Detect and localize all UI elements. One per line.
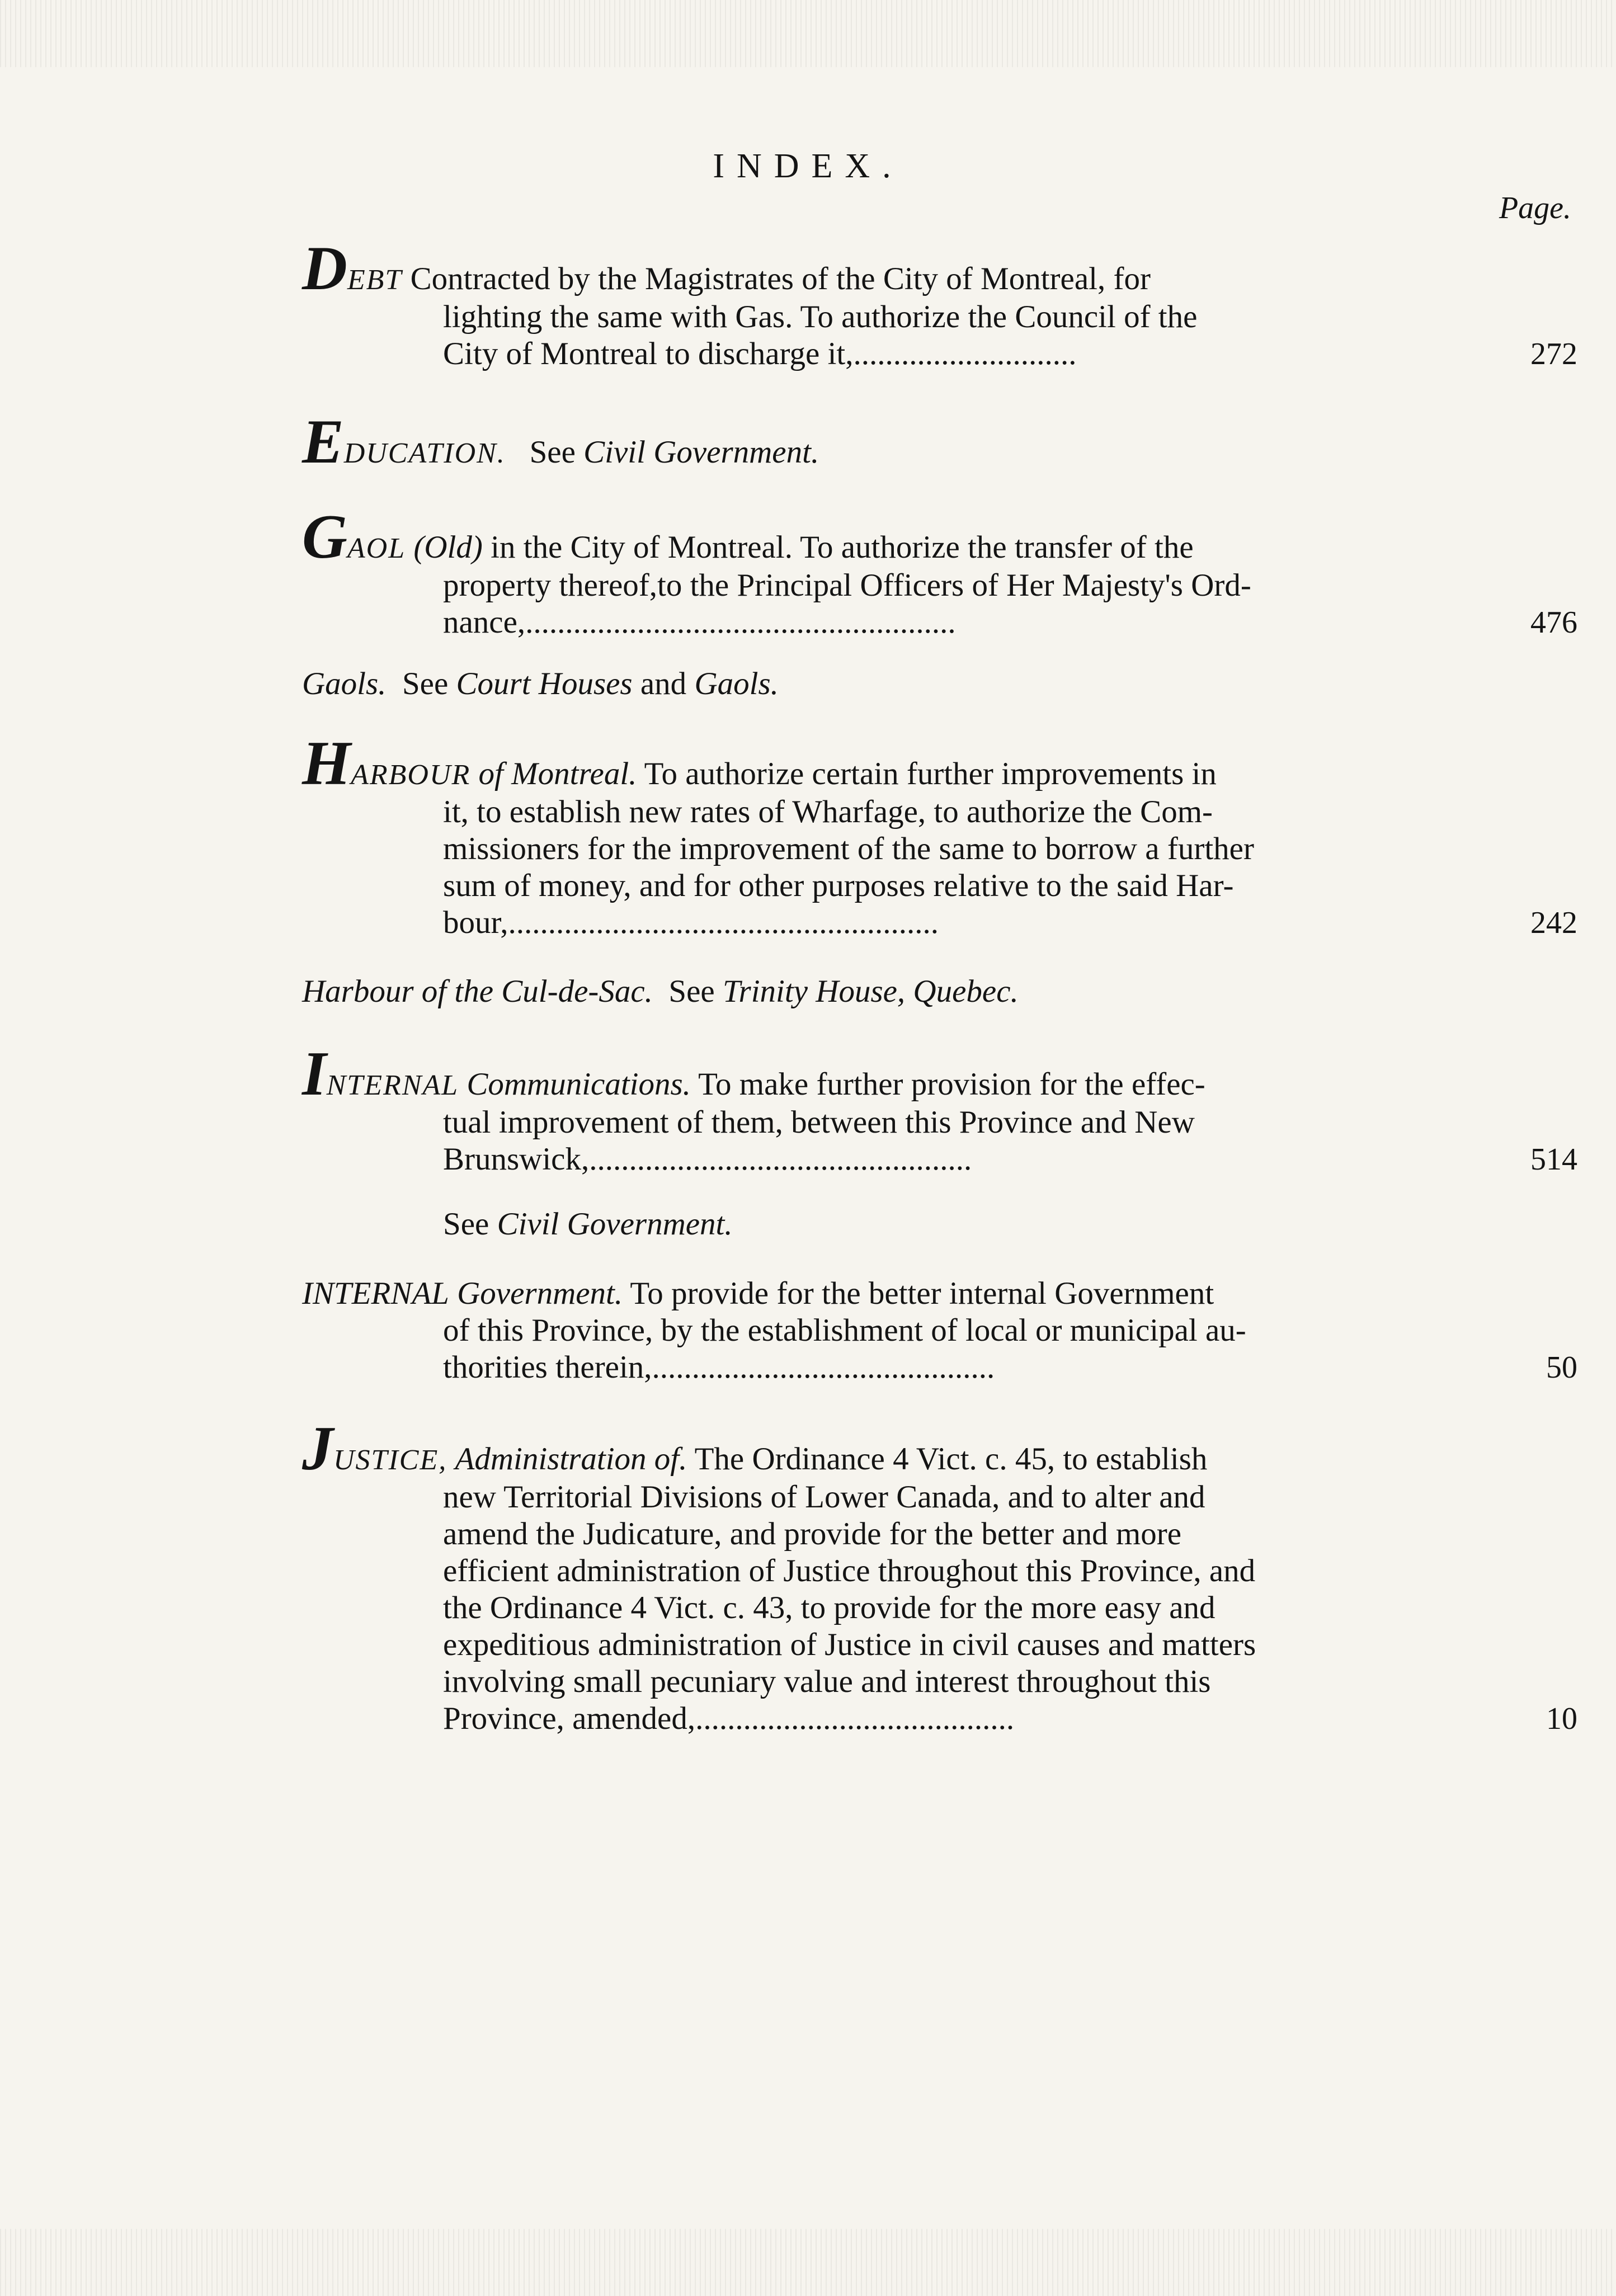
entry-initial: D xyxy=(302,234,347,303)
entry-line: involving small pecuniary value and interest throughout this xyxy=(443,1664,1211,1699)
entry-page-number: 514 xyxy=(1530,1142,1577,1177)
entry-line: To make further provision for the effec- xyxy=(698,1067,1205,1102)
entry-head: Gaols. xyxy=(302,666,387,701)
entry-line: To provide for the better internal Government xyxy=(630,1276,1214,1311)
entry-justice xyxy=(302,1414,1577,1737)
entry-line: Brunswick,................................................ xyxy=(443,1142,972,1177)
entry-line: City of Montreal to discharge it,............................ xyxy=(443,336,1077,371)
cross-reference: Civil Government. xyxy=(583,435,819,470)
entry-head: ARBOUR xyxy=(351,759,471,791)
entry-qualifier: Administration of. xyxy=(455,1441,687,1477)
entry-internal-communications xyxy=(302,1039,1577,1243)
see-label: See xyxy=(402,666,449,701)
entry-line: the Ordinance 4 Vict. c. 43, to provide for the more easy and xyxy=(443,1590,1215,1625)
entry-head: Harbour xyxy=(302,974,414,1009)
entry-gaols xyxy=(302,666,1577,703)
cross-reference: Court Houses xyxy=(456,666,633,701)
entry-line: nance,...................................................... xyxy=(443,605,956,640)
entry-line: amend the Judicature, and provide for the better and more xyxy=(443,1516,1181,1552)
entry-line: The Ordinance 4 Vict. c. 45, to establish xyxy=(694,1441,1208,1477)
entry-line: sum of money, and for other purposes relative to the said Har- xyxy=(443,868,1234,903)
entry-line: property thereof,to the Principal Officers of Her Majesty's Ord- xyxy=(443,568,1251,603)
entry-page-number: 50 xyxy=(1546,1350,1577,1385)
entry-line: of this Province, by the establishment of local or municipal au- xyxy=(443,1313,1246,1348)
entry-initial: E xyxy=(302,407,344,477)
scan-edge-top xyxy=(0,0,1616,67)
entry-line: Contracted by the Magistrates of the City of Montreal, for xyxy=(410,261,1151,296)
entry-line: efficient administration of Justice throughout this Province, and xyxy=(443,1553,1256,1588)
entry-line: missioners for the improvement of the same to borrow a further xyxy=(443,831,1254,866)
entry-line: To authorize certain further improvements in xyxy=(644,756,1217,791)
entry-head: DUCATION. xyxy=(343,437,506,469)
entry-page-number: 272 xyxy=(1530,337,1577,371)
entry-head: USTICE, xyxy=(333,1444,447,1476)
entry-page-number: 476 xyxy=(1530,605,1577,640)
entry-qualifier: (Old) xyxy=(413,530,483,565)
entry-harbour-cul-de-sac xyxy=(302,973,1577,1010)
entry-line: expeditious administration of Justice in civil causes and matters xyxy=(443,1627,1256,1662)
entry-page-number: 10 xyxy=(1546,1701,1577,1736)
entry-line: bour,...................................................... xyxy=(443,905,939,940)
entry-line: it, to establish new rates of Wharfage, to authorize the Com- xyxy=(443,794,1213,829)
entry-qualifier: Government. xyxy=(457,1276,623,1311)
entry-head: EBT xyxy=(347,264,403,296)
entry-head: NTERNAL xyxy=(326,1069,459,1101)
page-column-label: Page. xyxy=(1499,191,1571,225)
entry-line: new Territorial Divisions of Lower Canada, and to alter and xyxy=(443,1479,1205,1515)
cross-reference: Gaols. xyxy=(694,666,779,701)
entry-initial: G xyxy=(302,502,347,572)
entry-qualifier: of the Cul-de-Sac. xyxy=(421,974,653,1009)
entry-line: in the City of Montreal. To authorize the transfer of the xyxy=(491,530,1194,565)
entry-head: AOL xyxy=(347,532,406,564)
entry-initial: J xyxy=(302,1414,333,1483)
entry-initial: H xyxy=(302,729,351,798)
entry-education xyxy=(302,407,1577,477)
entry-initial: I xyxy=(302,1039,327,1109)
see-label: See xyxy=(668,974,715,1009)
conjunction: and xyxy=(640,666,687,701)
entry-qualifier: Communications. xyxy=(467,1067,691,1102)
entry-internal-government xyxy=(302,1275,1577,1386)
page-title: INDEX. xyxy=(713,147,903,185)
entry-debt xyxy=(302,234,1577,373)
entry-head: INTERNAL xyxy=(302,1276,449,1311)
cross-reference: Civil Government. xyxy=(497,1206,733,1242)
entry-line: thorities therein,........................................... xyxy=(443,1350,995,1385)
see-label: See xyxy=(529,435,576,470)
entry-line: lighting the same with Gas. To authorize the Council of the xyxy=(443,299,1198,334)
entry-line: tual improvement of them, between this Province and New xyxy=(443,1105,1195,1140)
entry-harbour xyxy=(302,729,1577,941)
entry-page-number: 242 xyxy=(1530,906,1577,940)
cross-reference: Trinity House, Quebec. xyxy=(722,974,1019,1009)
entry-qualifier: of Montreal. xyxy=(478,756,637,791)
entry-line: Province, amended,........................................ xyxy=(443,1701,1015,1736)
entry-gaol xyxy=(302,502,1577,641)
scan-edge-bottom xyxy=(0,2229,1616,2296)
see-label: See xyxy=(443,1206,489,1242)
